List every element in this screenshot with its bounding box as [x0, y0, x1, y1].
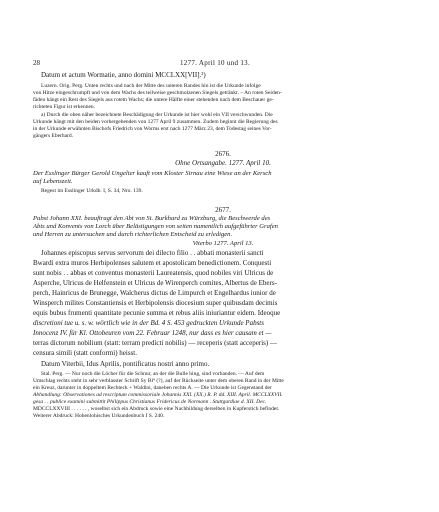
entry-number: 2676. — [215, 150, 231, 158]
note-line: Abhandlung: Observationes ad rescriptum commissoriale Johannis XXI. (XX.) R. P. dd. XIII. April. MCCLXXVII. — [33, 392, 283, 398]
body-line: equis bubus frumenti quantitate pecunie summa et rebus aliis iniuriantur eidem. Ideoque — [33, 309, 281, 317]
body-line: Bwardi extra muros Herbipolenses salutem et apostolicam benedictionem. Conquesti — [33, 259, 272, 267]
running-head: 1277. April 10 und 13. — [180, 59, 250, 67]
entry-summary: Der Esslinger Bürger Gerold Ungelter kauft vom Kloster Sirnau eine Wiese an der Kersch — [33, 170, 272, 177]
note-line: gängers Eberhard. — [33, 133, 74, 139]
entry-summary: und Herren zu untersuchen und durch richterlichen Entscheid zu erledigen. — [33, 231, 233, 238]
note-line: a) Durch die oben näher bezeichnete Beschädigung der Urkunde ist hier wohl ein VII verschwunden. Die — [41, 112, 273, 118]
body-line: Johannes episcopus servus servorum dei dilecto filio . . abbati monasterii sancti — [41, 249, 264, 257]
entry-summary: auf Lebenszeit. — [33, 178, 73, 185]
note-line: Urkunde hängt mit den beiden vorhergehenden von 1277 April 9 zusammen. Zudem beginnt die Regierung des — [33, 119, 278, 125]
source-note: Regest im Esslinger Urkdb. I, S. 34, Nro. 139. — [41, 188, 143, 194]
note-line: richteten Figur ist erkennen. — [33, 104, 96, 110]
note-line: Umschlag rechts steht in sehr verblasster Schrift Sy Bl⁹ (?), auf der Rückseite unter dem oberen Rand in der Mitte — [33, 378, 284, 384]
note-line: Stal. Perg. — Nur noch die Löcher für die Schnur, an der die Bulle hing, sind vorhanden. — Auf dem — [41, 371, 265, 377]
note-line: gesa . . publice examini submittit Philippus Christianus Fridericus de Normann . Stuttgardiae d. XII. Dec. — [33, 399, 267, 405]
entry-number: 2677. — [215, 206, 231, 214]
entry-summary: Pabst Johann XXI. beauftragt den Abt von St. Burkhard zu Würzburg, die Beschwerde des — [33, 215, 271, 222]
note-line: ein Kreuz, darunter in doppeltem Rechteck + Waldini, daneben rechts A. — Die Urkunde ist Gegenstand der — [33, 385, 272, 391]
note-line: MDCCLXXVIII . . . . . . , woselbst sich ein Abdruck sowie eine Nachbildung derselben in Kupferstich befindet. — [33, 406, 280, 412]
dating-line: Datum Viterbii, Idus Aprilis, pontificatus nostri anno primo. — [41, 360, 210, 368]
body-line: Innocenz IV. für Kl. Ottobeuren vom 22. Februar 1248, nur dass es hier causam et — — [33, 329, 272, 337]
note-line: Luzern. Orig. Perg. Unten rechts und nach der Mitte des unteren Randes hin ist die Urkunde infolge — [41, 83, 261, 89]
body-line: Winsperch milites Constantiensis et Herbipolensis diocesium super quibusdam decimis — [33, 299, 278, 307]
note-line: von Hitze eingeschrumpft und von dem Wachs des teilweise geschmolzenen Siegels getränkt. – An roten Seiden- — [33, 90, 282, 96]
entry-heading: Ohne Ortsangabe. 1277. April 10. — [175, 159, 271, 167]
body-line: perch, Hainricus de Brunegge, Walcherus dictus de Limpurch et Engelhardus iunior de — [33, 289, 276, 297]
body-line: discretioni tue u. s. w. wörtlich wie in der Bd. 4 S. 453 gedruckten Urkunde Pabsts — [33, 319, 264, 327]
body-line: Asperche, Ulricus de Helfenstein et Ulricus de Wirenperch comites, Albertus de Ebers- — [33, 279, 277, 287]
dating-line: Datum et actum Wormatie, anno domini MCCLXX[VII].²) — [41, 71, 206, 79]
body-line: sunt nobis . . abbas et conventus monasterii Laureatensis, quod nobiles viri Ulricus de — [33, 269, 274, 277]
place-date: Viterbo 1277. April 13. — [192, 240, 254, 247]
note-line: fäden hängt ein Rest des Siegels aus rotem Wachs; die untere Hälfte einer stehenden nach dem Beschauer ge- — [33, 97, 274, 103]
entry-summary: Abts und Konvents von Lorch über Belästigungen von seiten namentlich aufgeführter Grafen — [33, 223, 278, 230]
note-line: Weiterer Abdruck: Hohenlohisches Urkundenbuch I S. 240. — [33, 413, 165, 419]
page-number: 28 — [33, 59, 40, 67]
note-line: in der Urkunde erwähnten Bischofs Friedrich von Worms erst nach 1277 März 23, dem Todestag seines Vor- — [33, 126, 272, 132]
body-line: censura simili (statt conformi) heisst. — [33, 349, 138, 357]
body-line: terras dictorum nobilium (statt: terram predicti nobilis) — receperis (statt acceperis) — — [33, 339, 277, 347]
